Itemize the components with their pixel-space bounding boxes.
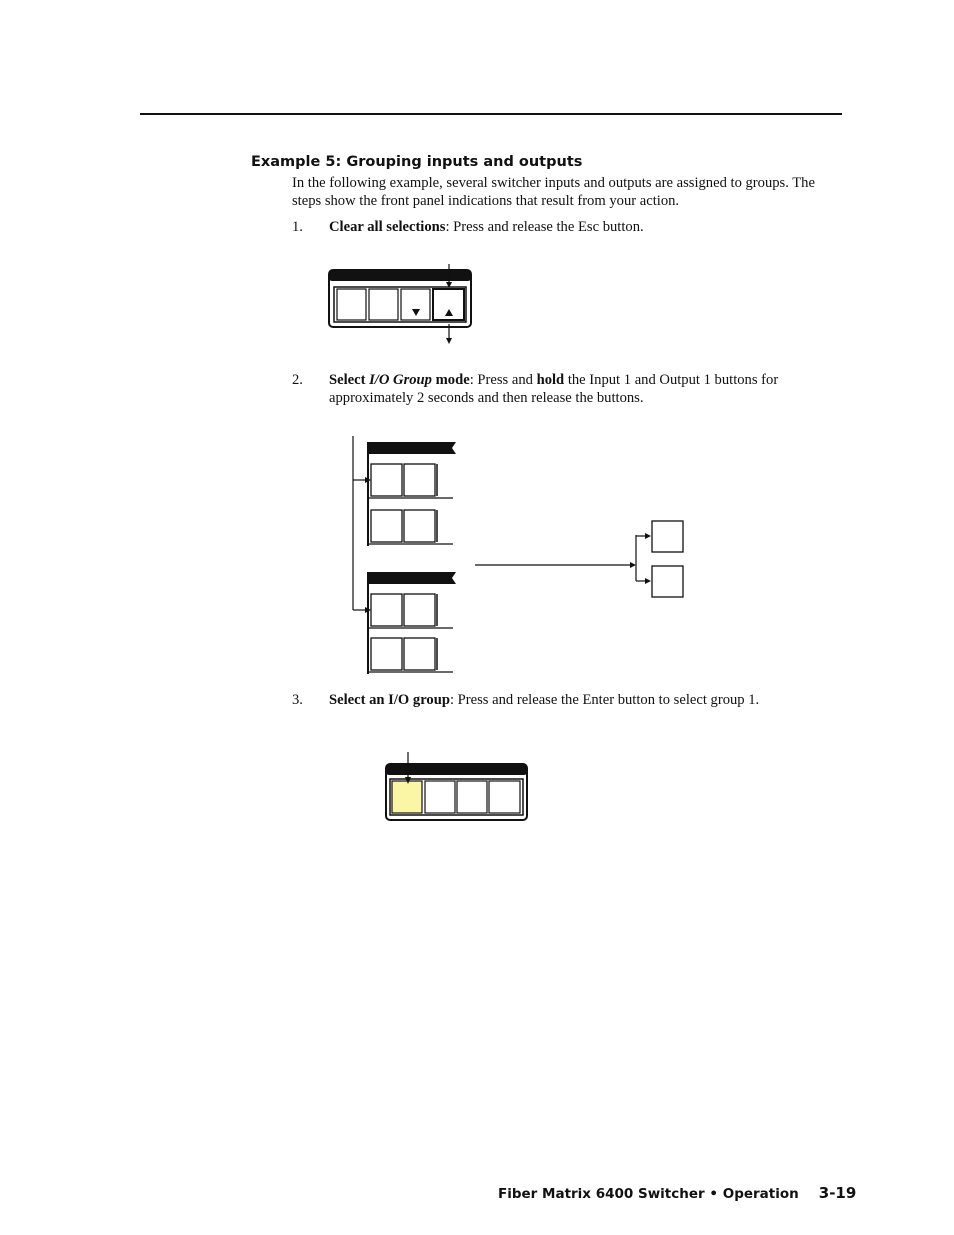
- panel-button-1[interactable]: [337, 289, 366, 320]
- arrow-right-icon: [630, 562, 636, 568]
- figure-enter-panel: [378, 745, 538, 830]
- output-button-2[interactable]: [404, 594, 435, 626]
- page-footer: [498, 1184, 856, 1202]
- step-text: Clear all selections: Press and release the Esc button.: [329, 219, 644, 235]
- input-panel: [367, 442, 456, 546]
- input-button-4[interactable]: [404, 510, 435, 542]
- step-number: 2.: [292, 372, 303, 388]
- control-buttons: [337, 289, 464, 320]
- page-number: 3-19: [818, 1184, 857, 1202]
- output-button-1[interactable]: [371, 594, 402, 626]
- step-text: Select I/O Group mode: Press and hold the Input 1 and Output 1 buttons for approximately 2 seconds and then release the buttons.: [329, 372, 779, 406]
- arrow-down-icon: [446, 338, 452, 344]
- figure-io-group-panels: [340, 430, 700, 680]
- output-button-3[interactable]: [371, 638, 402, 670]
- enter-button[interactable]: [392, 781, 422, 813]
- panel-button-2[interactable]: [369, 289, 398, 320]
- header-rule: [140, 113, 842, 115]
- step-number: 3.: [292, 692, 303, 708]
- right-button-top[interactable]: [652, 521, 683, 552]
- group-button-2[interactable]: [425, 781, 455, 813]
- input-button-2[interactable]: [404, 464, 435, 496]
- down-button[interactable]: [401, 289, 430, 320]
- right-button-bottom[interactable]: [652, 566, 683, 597]
- intro-paragraph: In the following example, several switcher inputs and outputs are assigned to groups. The steps show the front panel indications that result from your action.: [292, 175, 815, 209]
- input-button-3[interactable]: [371, 510, 402, 542]
- figure-esc-panel: [320, 258, 490, 350]
- arrow-right-icon: [645, 533, 651, 539]
- section-heading: Example 5: Grouping inputs and outputs: [251, 154, 583, 170]
- step-number: 1.: [292, 219, 303, 235]
- footer-title: Fiber Matrix 6400 Switcher • Operation: [498, 1186, 799, 1202]
- output-button-4[interactable]: [404, 638, 435, 670]
- output-panel: [367, 572, 456, 674]
- arrow-right-icon: [645, 578, 651, 584]
- group-button-4[interactable]: [489, 781, 520, 813]
- step-text: Select an I/O group: Press and release the Enter button to select group 1.: [329, 692, 760, 708]
- input-button-1[interactable]: [371, 464, 402, 496]
- group-button-3[interactable]: [457, 781, 487, 813]
